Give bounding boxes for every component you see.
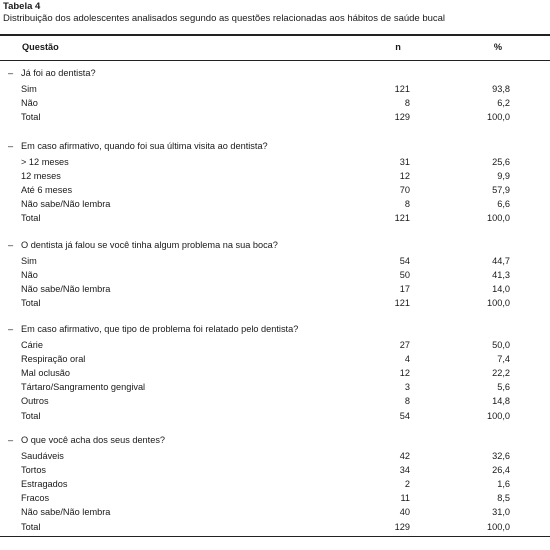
bottom-rule [0, 536, 550, 537]
header-question: Questão [22, 42, 59, 52]
row-pct: 7,4 [497, 354, 510, 365]
row-n: 50 [399, 270, 410, 281]
row-label: Não sabe/Não lembra [21, 199, 111, 210]
section-question-text: O dentista já falou se você tinha algum problema na sua boca? [21, 240, 278, 250]
row-label: Outros [21, 396, 49, 407]
row-n: 8 [404, 98, 410, 109]
row-n: 54 [399, 256, 410, 266]
row-pct: 14,0 [492, 284, 510, 295]
row-n: 34 [399, 465, 410, 476]
table-row [0, 110, 550, 124]
row-pct: 50,0 [492, 340, 510, 350]
row-label: Não [21, 98, 38, 109]
row-n: 12 [399, 368, 410, 379]
header-pct: % [493, 42, 503, 52]
section-question-text: Em caso afirmativo, quando foi sua última visita ao dentista? [21, 141, 268, 151]
table-label: Tabela 4 [3, 1, 41, 12]
row-label: Tártaro/Sangramento gengival [21, 382, 146, 393]
row-label: Respiração oral [21, 354, 86, 365]
dash-marker: – [8, 240, 14, 250]
table-row [0, 505, 550, 519]
section-question-text: Já foi ao dentista? [21, 68, 96, 78]
dash-marker: – [8, 324, 14, 334]
table-row [0, 211, 550, 225]
table-row [0, 491, 550, 505]
table-row [0, 282, 550, 296]
row-label: Não [21, 270, 38, 281]
row-label: Total [21, 298, 41, 309]
table-row [0, 463, 550, 477]
row-n: 54 [399, 410, 410, 421]
row-pct: 100,0 [487, 521, 510, 532]
row-pct: 31,0 [492, 507, 510, 518]
row-n: 11 [400, 493, 410, 504]
table-row [0, 183, 550, 197]
row-n: 70 [399, 185, 410, 196]
row-n: 31 [399, 157, 410, 167]
top-rule [0, 34, 550, 36]
row-n: 129 [394, 521, 410, 532]
section-question [8, 139, 268, 153]
table-header [0, 40, 550, 54]
section-question-row [0, 433, 550, 447]
row-pct: 100,0 [487, 298, 510, 309]
table-row [0, 477, 550, 491]
row-label: > 12 meses [21, 157, 69, 167]
table-row [0, 338, 550, 352]
table-row [0, 296, 550, 310]
section-question [8, 66, 96, 80]
row-n: 8 [404, 199, 410, 210]
row-n: 4 [404, 354, 410, 365]
row-pct: 1,6 [497, 479, 510, 490]
row-label: Não sabe/Não lembra [21, 507, 111, 518]
row-label: Mal oclusão [21, 368, 71, 379]
row-pct: 6,6 [497, 199, 510, 210]
row-pct: 22,2 [492, 368, 510, 379]
table-row [0, 197, 550, 211]
row-pct: 5,6 [497, 382, 510, 393]
row-n: 12 [399, 171, 410, 182]
row-pct: 9,9 [497, 171, 510, 182]
table-caption [3, 1, 445, 25]
row-n: 27 [399, 340, 410, 350]
row-label: Não sabe/Não lembra [21, 284, 111, 295]
table-row [0, 409, 550, 423]
row-label: Total [21, 213, 41, 224]
table-row [0, 449, 550, 463]
row-pct: 26,4 [492, 465, 510, 476]
table-row [0, 352, 550, 366]
row-label: Até 6 meses [21, 185, 73, 196]
table-row [0, 394, 550, 408]
row-label: Total [21, 521, 41, 532]
dash-marker: – [8, 141, 14, 151]
row-pct: 8,5 [497, 493, 510, 504]
row-n: 129 [394, 112, 410, 123]
row-label: Cárie [21, 340, 43, 350]
row-pct: 14,8 [492, 396, 510, 407]
dash-marker: – [8, 68, 14, 78]
table-row [0, 254, 550, 268]
header-rule [0, 60, 550, 61]
row-n: 8 [404, 396, 410, 407]
section-question-row [0, 139, 550, 153]
row-pct: 25,6 [492, 157, 510, 167]
row-pct: 93,8 [492, 84, 510, 94]
header-n: n [395, 42, 401, 52]
row-label: Sim [21, 256, 37, 266]
row-n: 121 [394, 84, 410, 94]
dash-marker: – [8, 435, 14, 445]
table-row [0, 380, 550, 394]
section-question-row [0, 238, 550, 252]
row-n: 40 [399, 507, 410, 518]
row-pct: 6,2 [497, 98, 510, 109]
row-pct: 100,0 [487, 213, 510, 224]
section-question-row [0, 66, 550, 80]
table-row [0, 155, 550, 169]
table-row [0, 520, 550, 534]
row-label: Sim [21, 84, 37, 94]
row-n: 121 [394, 298, 410, 309]
table-row [0, 169, 550, 183]
table-row [0, 82, 550, 96]
row-label: Saudáveis [21, 451, 64, 461]
row-label: 12 meses [21, 171, 61, 182]
table-row [0, 268, 550, 282]
row-label: Fracos [21, 493, 50, 504]
row-pct: 57,9 [492, 185, 510, 196]
table-row [0, 96, 550, 110]
table-row [0, 366, 550, 380]
row-label: Tortos [21, 465, 47, 476]
section-question [8, 322, 298, 336]
row-label: Total [21, 112, 41, 123]
row-pct: 100,0 [487, 112, 510, 123]
row-n: 17 [399, 284, 410, 295]
row-n: 3 [404, 382, 410, 393]
row-pct: 32,6 [492, 451, 510, 461]
section-question-row [0, 322, 550, 336]
row-pct: 100,0 [487, 410, 510, 421]
table-title: Distribuição dos adolescentes analisados segundo as questões relacionadas aos hábitos de saúde bucal [3, 13, 446, 24]
section-question-text: O que você acha dos seus dentes? [21, 435, 166, 445]
row-n: 42 [399, 451, 410, 461]
section-question-text: Em caso afirmativo, que tipo de problema foi relatado pelo dentista? [21, 324, 299, 334]
row-pct: 44,7 [492, 256, 510, 266]
row-n: 121 [394, 213, 410, 224]
row-label: Estragados [21, 479, 68, 490]
row-pct: 41,3 [492, 270, 510, 281]
row-n: 2 [404, 479, 410, 490]
section-question [8, 433, 165, 447]
section-question [8, 238, 278, 252]
row-label: Total [21, 410, 41, 421]
